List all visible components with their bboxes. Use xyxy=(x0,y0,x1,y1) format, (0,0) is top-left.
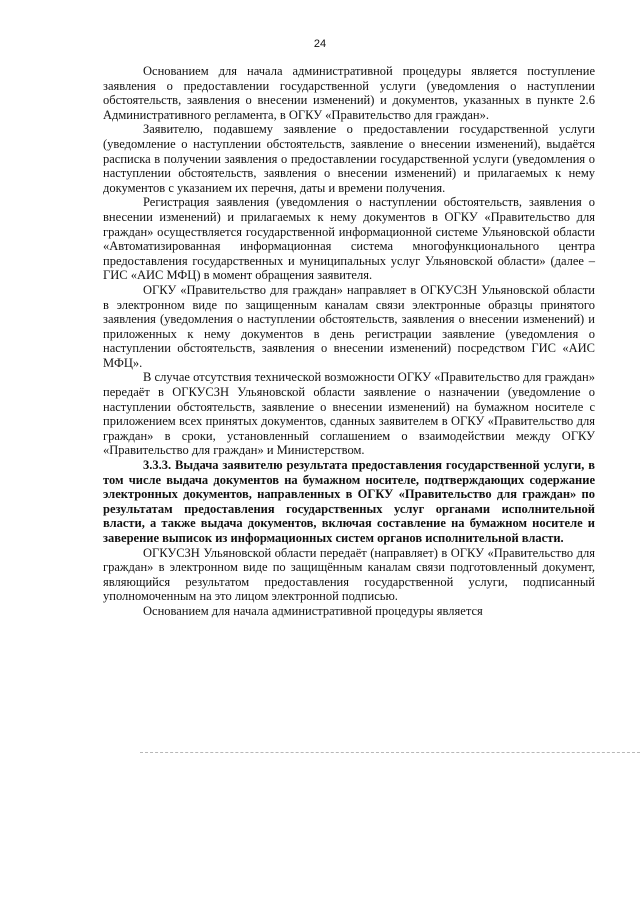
section-heading-3-3-3: 3.3.3. Выдача заявителю результата предоставления государственной услуги, в том числе выдача документов на бумажном носителе, подтверждающих содержание электронных документов, направленных в ОГКУ «Правительство для граждан» по результатам предоставления государственных услуг органами исполнительной власти, а также выдача документов, включая составление на бумажном носителе и заверение выписок из информационных систем органов исполнительной власти. xyxy=(103,458,595,545)
document-body xyxy=(103,64,595,619)
paragraph-basis-for-procedure: Основанием для начала административной процедуры является поступление заявления о предоставлении государственной услуги (уведомления о наступлении обстоятельств, заявления о внесении изменений) и документов, указанных в пункте 2.6 Административного регламента, в ОГКУ «Правительство для граждан». xyxy=(103,64,595,122)
scan-artifact-line xyxy=(140,752,640,754)
paragraph-basis-continued: Основанием для начала административной процедуры является xyxy=(143,603,483,618)
paragraph-registration: Регистрация заявления (уведомления о наступлении обстоятельств, заявления о внесении изменений) и прилагаемых к нему документов в ОГКУ «Правительство для граждан» осуществляется государственной информационной системе Ульяновской области «Автоматизированная информационная система многофункционального центра предоставления государственных и муниципальных услуг Ульяновской области» (далее – ГИС «АИС МФЦ) в момент обращения заявителя. xyxy=(103,195,595,283)
paragraph-paper-transfer: В случае отсутствия технической возможности ОГКУ «Правительство для граждан» передаёт в ОГКУСЗН Ульяновской области заявление о назначении (уведомление о наступлении обстоятельств, заявление о внесении изменений) на бумажном носителе с приложением всех принятых документов, сданных заявителем в ОГКУ «Правительство для граждан» в сроки, установленный соглашением о взаимодействии между ОГКУ «Правительство для граждан» и Министерством. xyxy=(103,370,595,458)
paragraph-result-transfer: ОГКУСЗН Ульяновской области передаёт (направляет) в ОГКУ «Правительство для граждан» в электронном виде по защищённым каналам связи подготовленный документ, являющийся результатом предоставления государственной услуги, подписанный уполномоченным на это лицом электронной подписью. xyxy=(103,545,595,604)
paragraph-receipt-issuance: Заявителю, подавшему заявление о предоставлении государственной услуги (уведомление о наступлении обстоятельств, заявление о внесении изменений), выдаётся расписка в получении заявления о предоставлении государственной услуги (уведомления о наступлении обстоятельств, заявления о внесении изменений) и прилагаемых к нему документов с указанием их перечня, даты и времени получения. xyxy=(103,122,595,195)
paragraph-electronic-transfer: ОГКУ «Правительство для граждан» направляет в ОГКУСЗН Ульяновской области в электронном виде по защищенным каналам связи электронные образцы принятого заявления (уведомления о наступлении обстоятельств, заявления о внесении изменений) и приложенных к нему документов в день регистрации заявление (уведомления о наступлении обстоятельств, заявления о внесении изменений) посредством ГИС «АИС МФЦ». xyxy=(103,282,595,370)
page-number: 24 xyxy=(313,38,327,50)
